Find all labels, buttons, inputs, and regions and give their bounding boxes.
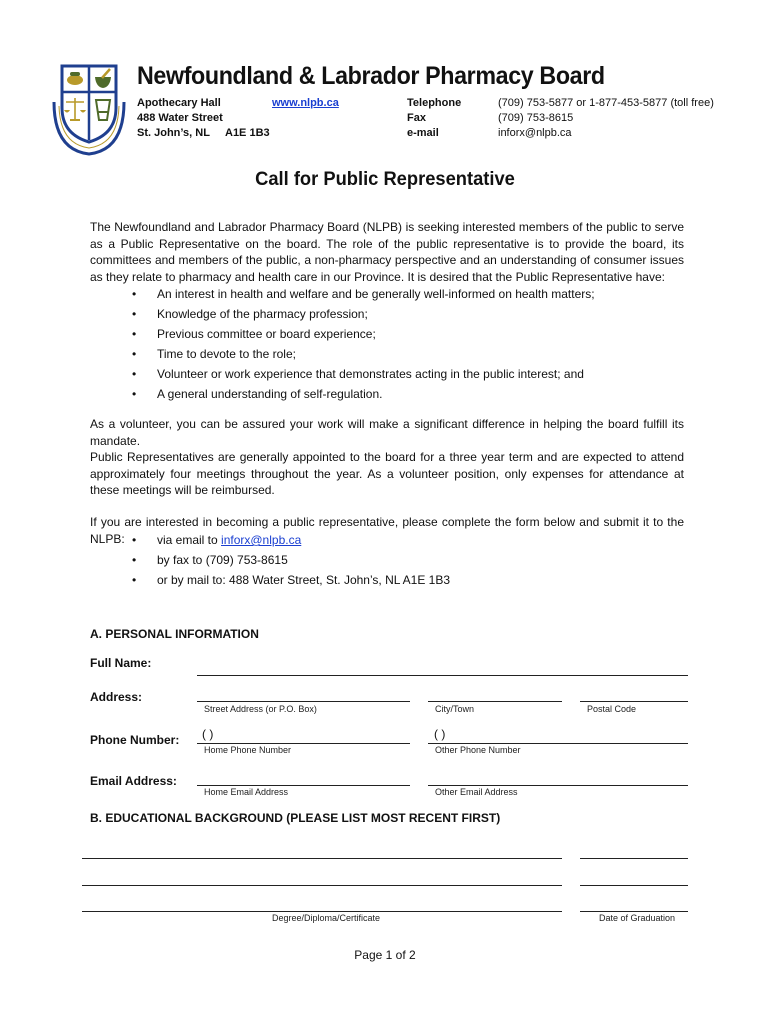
degree-caption: Degree/Diploma/Certificate	[272, 913, 381, 923]
website-link[interactable]: www.nlpb.ca	[272, 97, 339, 109]
grad-date-field-2[interactable]	[580, 885, 688, 886]
degree-field-2[interactable]	[82, 885, 562, 886]
submission-methods-list	[132, 530, 450, 590]
list-item: • Volunteer or work experience that demonstrates acting in the public interest; and	[132, 364, 595, 384]
full-name-label: Full Name:	[90, 656, 152, 670]
home-area-code-marks: ( )	[202, 727, 214, 741]
city-caption: City/Town	[435, 704, 475, 714]
address-line-2: 488 Water Street	[137, 112, 223, 124]
nlpb-crest-logo	[50, 62, 128, 158]
section-b-heading: B. EDUCATIONAL BACKGROUND (PLEASE LIST MOST RECENT FIRST)	[90, 811, 501, 825]
address-line-1: Apothecary Hall	[137, 97, 221, 109]
appointment-paragraph: Public Representatives are generally appointed to the board for a three year term and are expected to attend approximately four meetings throughout the year. As a volunteer position, only expenses for attendance at these meetings will be reimbursed.	[90, 450, 684, 497]
grad-date-field-3[interactable]	[580, 911, 688, 912]
other-phone-caption: Other Phone Number	[435, 745, 521, 755]
grad-date-field-1[interactable]	[580, 858, 688, 859]
list-item: • or by mail to: 488 Water Street, St. John’s, NL A1E 1B3	[132, 570, 450, 590]
address-postal-code: A1E 1B3	[225, 127, 270, 139]
postal-code-field[interactable]	[580, 701, 688, 702]
street-address-caption: Street Address (or P.O. Box)	[204, 704, 317, 714]
intro-paragraph: The Newfoundland and Labrador Pharmacy Board (NLPB) is seeking interested members of the public to serve as a Public Representative on the board. The role of the public representative is to provide the board, its committees and members of the public, a non-pharmacy perspective and an understanding of consumer issues as they relate to pharmacy and health care in our Province. It is desired that the Public Representative have:	[90, 220, 684, 284]
other-area-code-marks: ( )	[434, 727, 446, 741]
fax-label: Fax	[407, 112, 426, 124]
list-item: • Time to devote to the role;	[132, 344, 595, 364]
other-email-caption: Other Email Address	[435, 787, 518, 797]
address-label: Address:	[90, 690, 143, 704]
email-label: e-mail	[407, 127, 439, 139]
section-a-heading: A. PERSONAL INFORMATION	[90, 627, 259, 641]
home-phone-caption: Home Phone Number	[204, 745, 292, 755]
list-item	[132, 530, 450, 550]
list-item: • by fax to (709) 753-8615	[132, 550, 450, 570]
document-title: Call for Public Representative	[255, 168, 515, 190]
email-value[interactable]: inforx@nlpb.ca	[498, 127, 572, 139]
city-field[interactable]	[428, 701, 562, 702]
postal-code-caption: Postal Code	[587, 704, 637, 714]
submit-email-prefix: via email to	[157, 533, 222, 547]
list-item: • A general understanding of self-regulation.	[132, 384, 595, 404]
email-address-label: Email Address:	[90, 774, 177, 788]
page-number: Page 1 of 2	[354, 948, 416, 962]
telephone-value: (709) 753-5877 or 1-877-453-5877 (toll free)	[498, 97, 714, 109]
telephone-label: Telephone	[407, 97, 462, 109]
other-email-field[interactable]	[428, 785, 688, 786]
volunteer-paragraph: As a volunteer, you can be assured your work will make a significant difference in helping the board fulfill its mandate.	[90, 417, 684, 448]
home-email-field[interactable]	[197, 785, 410, 786]
organization-name: Newfoundland & Labrador Pharmacy Board	[137, 62, 605, 90]
home-email-caption: Home Email Address	[204, 787, 289, 797]
list-item: • Previous committee or board experience;	[132, 324, 595, 344]
submit-email-link[interactable]: inforx@nlpb.ca	[221, 533, 302, 547]
list-item: • An interest in health and welfare and be generally well-informed on health matters;	[132, 284, 595, 304]
other-phone-field[interactable]	[428, 743, 688, 744]
graduation-date-caption: Date of Graduation	[599, 913, 676, 923]
full-name-field[interactable]	[197, 675, 688, 676]
submit-intro: If you are interested in becoming a public representative, please complete the form below and submit it to the NLPB:	[90, 515, 684, 546]
home-phone-field[interactable]	[197, 743, 410, 744]
fax-value: (709) 753-8615	[498, 112, 574, 124]
qualities-list	[132, 284, 595, 404]
degree-field-1[interactable]	[82, 858, 562, 859]
degree-field-3[interactable]	[82, 911, 562, 912]
phone-number-label: Phone Number:	[90, 733, 180, 747]
list-item: • Knowledge of the pharmacy profession;	[132, 304, 595, 324]
street-address-field[interactable]	[197, 701, 410, 702]
address-city: St. John’s, NL	[137, 127, 210, 139]
